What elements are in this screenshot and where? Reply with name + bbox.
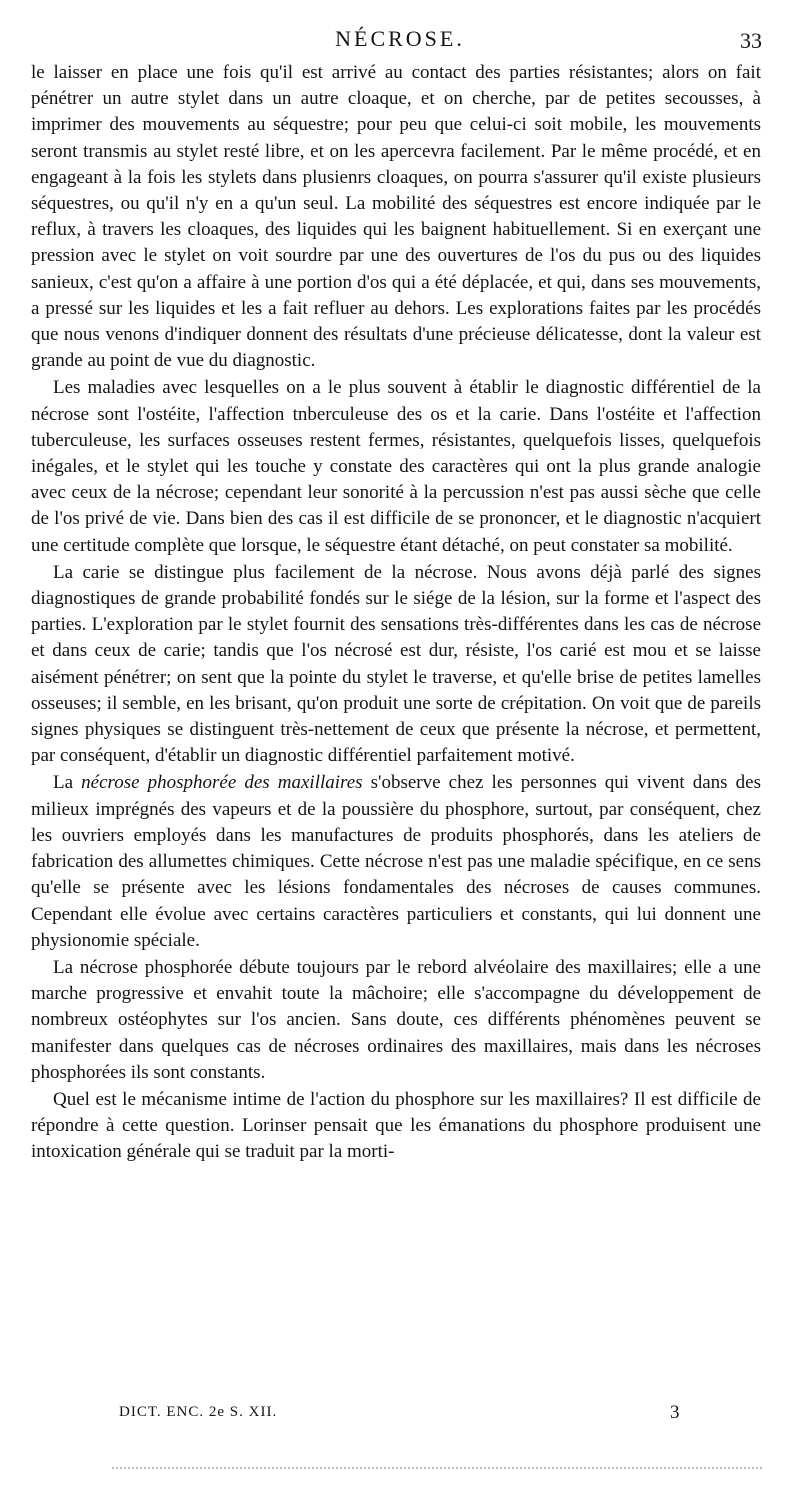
signature-mark: DICT. ENC. 2e S. XII. xyxy=(119,1404,278,1420)
body-text xyxy=(31,60,761,1166)
running-header xyxy=(0,26,800,60)
running-title: NÉCROSE. xyxy=(335,26,465,51)
paragraph-onset: La nécrose phosphorée débute toujours par le rebord alvéolaire des maxillaires; elle a une marche progressive et envahit toute la mâchoire; elle s'accompagne du développement de nombreux ostéophytes sur l'os ancien. Sans doute, ces différents phénomènes peuvent se manifester dans quelques cas de nécroses ordinaires des maxillaires, mais dans les nécroses phosphorées ils sont constants. xyxy=(31,956,761,1083)
paragraph-caries: La carie se distingue plus facilement de la nécrose. Nous avons déjà parlé des signes diagnostiques de grande probabilité fondés sur le siége de la lésion, sur la forme et l'aspect des parties. L'exploration par le stylet fournit des sensations très-différentes dans les cas de nécrose et dans ceux de carie; tandis que l'os nécrosé est dur, résiste, l'os carié est mou et se laisse aisément pénétrer; on sent que la pointe du stylet le traverse, et qu'elle brise de petites lamelles osseuses; il semble, en les brisant, qu'on produit une sorte de crépitation. On voit que de pareils signes physiques se distinguent très-nettement de ceux que présente la nécrose, et permettent, par conséquent, d'établir un diagnostic différentiel parfaitement motivé. xyxy=(31,561,761,767)
paragraph-differential-diagnosis: Les maladies avec lesquelles on a le plus souvent à établir le diagnostic différentiel de la nécrose sont l'ostéite, l'affection tnberculeuse des os et la carie. Dans l'ostéite et l'affection tuberculeuse, les surfaces osseuses restent fermes, résistantes, quelquefois lisses, quelquefois inégales, et le stylet qui les touche y constate des caractères qui ont la plus grande analogie avec ceux de la nécrose; cependant leur sonorité à la percussion n'est pas aussi sèche que celle de l'os privé de vie. Dans bien des cas il est difficile de se prononcer, et le diagnostic n'acquiert une certitude complète que lorsque, le séquestre étant détaché, on peut constater sa mobilité. xyxy=(31,377,761,556)
paragraph-phosphorus-necrosis xyxy=(31,770,761,953)
page-number: 33 xyxy=(740,28,762,53)
bottom-rule xyxy=(112,1467,762,1469)
sheet-number: 3 xyxy=(670,1402,680,1423)
paragraph-mechanism: Quel est le mécanisme intime de l'action du phosphore sur les maxillaires? Il est difficile de répondre à cette question. Lorinser pensait que les émanations du phosphore produisent une intoxication générale qui se traduit par la morti- xyxy=(31,1088,761,1163)
paragraph-lead: La xyxy=(53,772,82,794)
italic-term: nécrose phosphorée des maxillaires xyxy=(81,772,363,794)
paragraph-continuation: le laisser en place une fois qu'il est arrivé au contact des parties résistantes; alors on fait pénétrer un autre stylet dans un autre cloaque, et on cherche, par de petites secousses, à imprimer des mouvements au séquestre; pour peu que celui-ci soit mobile, les mouvements seront transmis au stylet resté libre, et on les apercevra facilement. Par le même procédé, et en engageant à la fois les stylets dans plusienrs cloaques, on pourra s'assurer qu'il existe plusieurs séquestres, ou qu'il n'y en a qu'un seul. La mobilité des séquestres est encore indiquée par le reflux, à travers les cloaques, des liquides qui les baignent habituellement. Si en exerçant une pression avec le stylet on voit sourdre par une des ouvertures de l'os du pus ou des liquides sanieux, c'est qu'on a affaire à une portion d'os qui a été déplacée, et qui, dans ses mouvements, a pressé sur les liquides et les a fait refluer au dehors. Les explorations faites par les procédés que nous venons d'indiquer donnent des résultats d'une précieuse délicatesse, dont la valeur est grande au point de vue du diagnostic. xyxy=(31,62,761,372)
paragraph-body: s'observe chez les personnes qui vivent dans des milieux imprégnés des vapeurs et de la poussière du phosphore, surtout, par conséquent, chez les ouvriers employés dans les manufactures de produits phosphorés, dans les ateliers de fabrication des allumettes chimiques. Cette nécrose n'est pas une maladie spécifique, en ce sens qu'elle se présente avec les lésions fondamentales des nécroses de causes communes. Cependant elle évolue avec certains caractères particuliers et constants, qui lui donnent une physionomie spéciale. xyxy=(31,772,761,951)
signature-line xyxy=(0,1404,800,1428)
